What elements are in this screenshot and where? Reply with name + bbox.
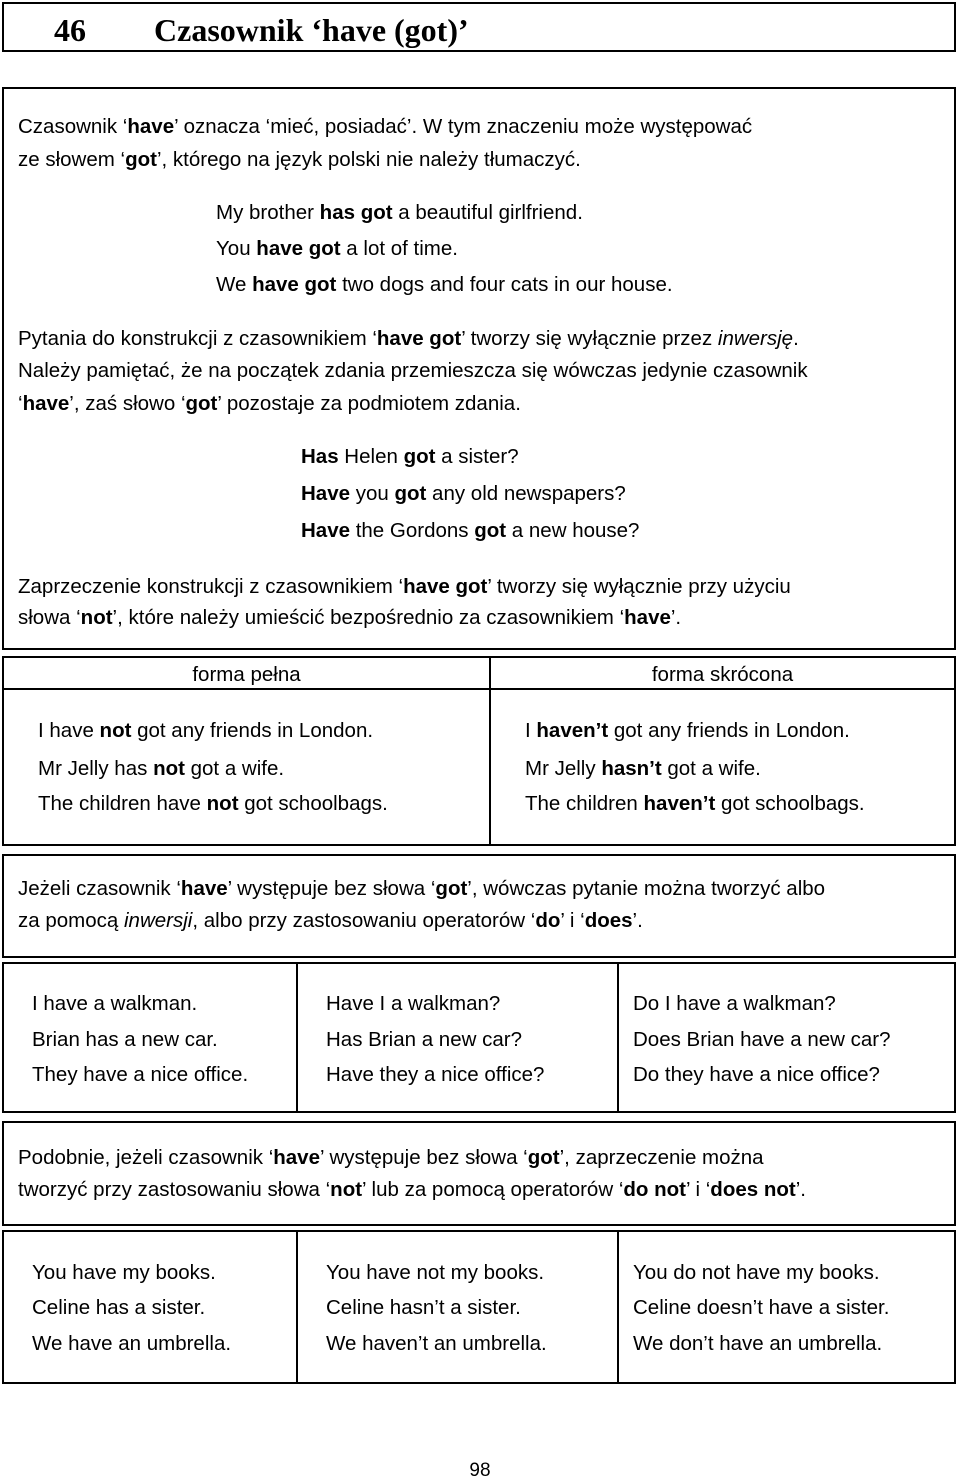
question-example: Have the Gordons got a new house? — [301, 519, 640, 542]
rule-line-2: za pomocą inwersji, albo przy zastosowaniu operatorów ‘do’ i ‘does’. — [18, 909, 643, 932]
table-cell: Have I a walkman? — [326, 992, 501, 1015]
table-cell: They have a nice office. — [32, 1063, 249, 1086]
table-cell: We haven’t an umbrella. — [326, 1332, 547, 1355]
forms-table — [2, 656, 956, 846]
intro-line-2: ze słowem ‘got’, którego na język polski nie należy tłumaczyć. — [18, 148, 581, 171]
header-full-form: forma pełna — [192, 663, 301, 686]
short-form-row: The children haven’t got schoolbags. — [525, 792, 865, 815]
rule-line-1: Podobnie, jeżeli czasownik ‘have’ występuje bez słowa ‘got’, zaprzeczenie można — [18, 1146, 764, 1169]
table-divider — [296, 964, 298, 1111]
intro-section — [2, 87, 956, 650]
full-form-row: The children have not got schoolbags. — [38, 792, 388, 815]
have-questions-rule — [2, 854, 956, 958]
have-negation-rule — [2, 1121, 956, 1226]
short-form-row: Mr Jelly hasn’t got a wife. — [525, 757, 761, 780]
table-cell: Does Brian have a new car? — [633, 1028, 891, 1051]
rule-line-2: tworzyć przy zastosowaniu słowa ‘not’ lub za pomocą operatorów ‘do not’ i ‘does not’. — [18, 1178, 806, 1201]
table-divider — [617, 1232, 619, 1382]
example-sentence: We have got two dogs and four cats in our house. — [216, 273, 673, 296]
question-example: Have you got any old newspapers? — [301, 482, 626, 505]
table-cell: We have an umbrella. — [32, 1332, 232, 1355]
table-divider — [489, 658, 491, 844]
table-cell: Have they a nice office? — [326, 1063, 545, 1086]
table-divider — [617, 964, 619, 1111]
questions-rule-line-3: ‘have’, zaś słowo ‘got’ pozostaje za podmiotem zdania. — [18, 392, 521, 415]
negation-rule-line-1: Zaprzeczenie konstrukcji z czasownikiem ‘have got’ tworzy się wyłącznie przy użyciu — [18, 575, 791, 598]
table-cell: Celine has a sister. — [32, 1296, 206, 1319]
table-cell: Celine hasn’t a sister. — [326, 1296, 521, 1319]
table-cell: You do not have my books. — [633, 1261, 880, 1284]
chapter-number: 46 — [54, 12, 86, 48]
table-cell: Brian has a new car. — [32, 1028, 218, 1051]
example-sentence: My brother has got a beautiful girlfriend. — [216, 201, 583, 224]
table-cell: Celine doesn’t have a sister. — [633, 1296, 890, 1319]
full-form-row: I have not got any friends in London. — [38, 719, 374, 742]
table-cell: I have a walkman. — [32, 992, 198, 1015]
chapter-header — [2, 2, 956, 52]
page-number: 98 — [469, 1460, 491, 1481]
table-cell: You have my books. — [32, 1261, 216, 1284]
table-divider — [296, 1232, 298, 1382]
table-cell: Do they have a nice office? — [633, 1063, 880, 1086]
table-header-rule — [4, 688, 954, 690]
short-form-row: I haven’t got any friends in London. — [525, 719, 850, 742]
questions-rule-line-1: Pytania do konstrukcji z czasownikiem ‘have got’ tworzy się wyłącznie przez inwersję. — [18, 327, 799, 350]
questions-rule-line-2: Należy pamiętać, że na początek zdania przemieszcza się wówczas jedynie czasownik — [18, 359, 808, 382]
example-sentence: You have got a lot of time. — [216, 237, 458, 260]
negation-rule-line-2: słowa ‘not’, które należy umieścić bezpośrednio za czasownikiem ‘have’. — [18, 606, 682, 629]
table-cell: We don’t have an umbrella. — [633, 1332, 883, 1355]
intro-line-1: Czasownik ‘have’ oznacza ‘mieć, posiadać’. W tym znaczeniu może występować — [18, 115, 753, 138]
rule-line-1: Jeżeli czasownik ‘have’ występuje bez słowa ‘got’, wówczas pytanie można tworzyć albo — [18, 877, 826, 900]
negation-table — [2, 1230, 956, 1384]
chapter-title: Czasownik ‘have (got)’ — [154, 12, 469, 48]
full-form-row: Mr Jelly has not got a wife. — [38, 757, 285, 780]
header-short-form: forma skrócona — [651, 663, 794, 686]
table-cell: Has Brian a new car? — [326, 1028, 522, 1051]
question-example: Has Helen got a sister? — [301, 445, 519, 468]
table-cell: Do I have a walkman? — [633, 992, 836, 1015]
questions-table — [2, 962, 956, 1113]
table-cell: You have not my books. — [326, 1261, 545, 1284]
